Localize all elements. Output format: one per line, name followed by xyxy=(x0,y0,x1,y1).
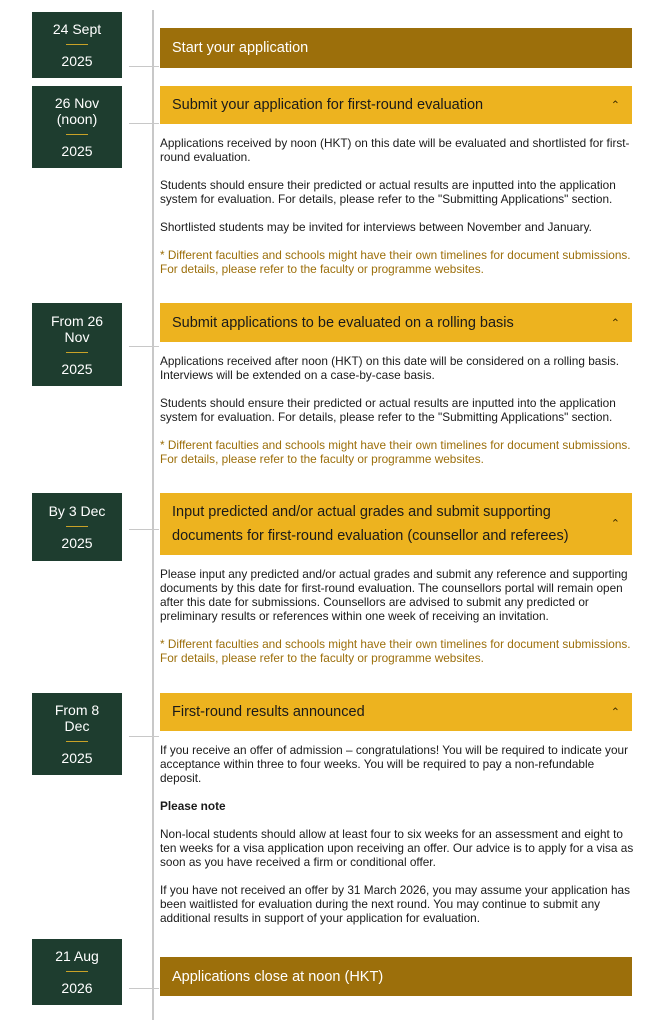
item-title: Applications close at noon (HKT) xyxy=(172,968,384,985)
date-day: From 8 Dec xyxy=(54,702,100,734)
date-day: 26 Nov (noon) xyxy=(54,95,100,127)
date-divider xyxy=(66,352,88,353)
date-day: By 3 Dec xyxy=(48,503,106,519)
accordion-header-first-round[interactable] xyxy=(160,86,632,124)
body-paragraph: Non-local students should allow at least four to six weeks for an assessment and eight to ten weeks for a visa application upon receiving an offer. Our advice is to apply for a visa as soon as you have received a firm or conditional offer. xyxy=(160,827,634,869)
chevron-up-icon: ⌃ xyxy=(610,518,620,530)
date-year: 2026 xyxy=(61,980,93,996)
body-paragraph: Shortlisted students may be invited for interviews between November and January. xyxy=(160,220,592,234)
timeline-connector xyxy=(129,346,159,347)
timeline-connector xyxy=(129,66,159,67)
date-day: From 26 Nov xyxy=(50,312,104,345)
body-paragraph: Please input any predicted and/or actual grades and submit any reference and supporting documents by this date for first-round evaluation. The counsellors portal will remain open after this date for submissions. Counsellors are advised to submit any predicted or preliminary results or references within one week of receiving an invitation. xyxy=(160,567,628,623)
date-day: 24 Sept xyxy=(52,21,102,37)
chevron-up-icon: ⌃ xyxy=(610,317,620,329)
body-paragraph: If you receive an offer of admission – congratulations! You will be required to indicate your acceptance within three to four weeks. You will be required to pay a non-refundable deposit. xyxy=(160,743,629,785)
item-title: Start your application xyxy=(172,40,309,56)
timeline-connector xyxy=(129,529,159,530)
date-year: 2025 xyxy=(61,143,93,159)
date-box-4 xyxy=(32,493,122,561)
faculty-note: * Different faculties and schools might have their own timelines for document submissions. For details, please refer to the faculty or programme websites. xyxy=(160,637,631,665)
date-box-3 xyxy=(32,303,122,386)
date-box-6 xyxy=(32,939,122,1005)
timeline-line xyxy=(152,10,154,1020)
date-divider xyxy=(66,44,88,45)
date-box-2 xyxy=(32,86,122,168)
date-divider xyxy=(66,134,88,135)
date-divider xyxy=(66,526,88,527)
date-box-1 xyxy=(32,12,122,78)
body-paragraph: Applications received after noon (HKT) on this date will be considered on a rolling basis. Interviews will be extended on a case-by-case basis. xyxy=(160,354,620,382)
accordion-body-first-round xyxy=(160,136,638,290)
timeline-connector xyxy=(129,988,159,989)
body-paragraph: Applications received by noon (HKT) on this date will be evaluated and shortlisted for first-round evaluation. xyxy=(160,136,630,164)
date-year: 2025 xyxy=(61,750,93,766)
date-day: 21 Aug xyxy=(55,948,99,964)
date-divider xyxy=(66,971,88,972)
date-year: 2025 xyxy=(61,53,93,69)
date-year: 2025 xyxy=(61,535,93,551)
accordion-body-rolling xyxy=(160,354,638,480)
accordion-header-grades[interactable] xyxy=(160,493,632,555)
chevron-up-icon: ⌃ xyxy=(610,99,620,112)
date-box-5 xyxy=(32,693,122,775)
accordion-body-results xyxy=(160,743,638,939)
item-title: Submit your application for first-round evaluation xyxy=(172,97,484,113)
please-note-heading: Please note xyxy=(160,799,226,813)
item-title: First-round results announced xyxy=(172,704,365,720)
chevron-up-icon: ⌃ xyxy=(610,706,620,719)
accordion-header-results[interactable] xyxy=(160,693,632,731)
body-paragraph: Students should ensure their predicted or actual results are inputted into the application system for evaluation. For details, please refer to the "Submitting Applications" section. xyxy=(160,178,616,206)
timeline-item-applications-close xyxy=(160,957,632,996)
timeline-item-start-application xyxy=(160,28,632,68)
timeline-connector xyxy=(129,123,159,124)
faculty-note: * Different faculties and schools might have their own timelines for document submissions. For details, please refer to the faculty or programme websites. xyxy=(160,438,631,466)
item-title: Input predicted and/or actual grades and submit supporting documents for first-round evaluation (counsellor and referees) xyxy=(172,504,569,544)
date-divider xyxy=(66,741,88,742)
item-title: Submit applications to be evaluated on a rolling basis xyxy=(172,314,514,331)
body-paragraph: Students should ensure their predicted or actual results are inputted into the application system for evaluation. For details, please refer to the "Submitting Applications" section. xyxy=(160,396,616,424)
accordion-body-grades xyxy=(160,567,638,679)
accordion-header-rolling[interactable] xyxy=(160,303,632,342)
timeline-connector xyxy=(129,736,159,737)
body-paragraph: If you have not received an offer by 31 March 2026, you may assume your application has been waitlisted for evaluation during the next round. You may continue to submit any additional results in support of your application for evaluation. xyxy=(160,883,630,925)
faculty-note: * Different faculties and schools might have their own timelines for document submissions. For details, please refer to the faculty or programme websites. xyxy=(160,248,631,276)
date-year: 2025 xyxy=(61,360,93,377)
